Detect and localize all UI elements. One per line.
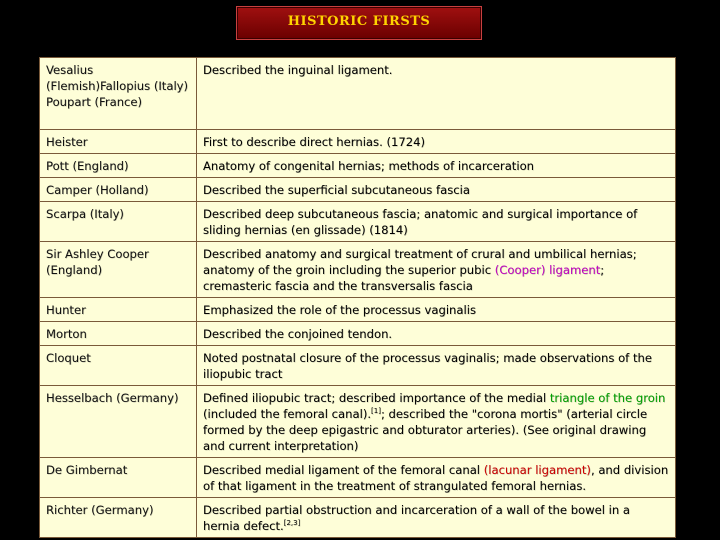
row-name: Richter (Germany) [40, 498, 197, 538]
row-name: Cloquet [40, 346, 197, 386]
highlighted-term: (lacunar ligament) [483, 463, 591, 477]
page-title: HISTORIC FIRSTS [287, 13, 431, 29]
description-text: (included the femoral canal). [203, 407, 372, 421]
description-text: Described medial ligament of the femoral canal [203, 463, 484, 477]
row-name: Hesselbach (Germany) [40, 386, 197, 458]
row-description: Described deep subcutaneous fascia; anatomic and surgical importance of sliding hernias (en glissade) (1814) [197, 202, 676, 242]
row-description [197, 458, 676, 498]
table-row [40, 386, 676, 458]
table-row [40, 498, 676, 538]
row-description [197, 498, 676, 538]
row-description: Described the superficial subcutaneous fascia [197, 178, 676, 202]
row-name: Scarpa (Italy) [40, 202, 197, 242]
highlighted-term: triangle of the groin [549, 391, 666, 405]
citation: [1] [371, 407, 381, 416]
row-name: Heister [40, 130, 197, 154]
row-name: Camper (Holland) [40, 178, 197, 202]
table-row [40, 458, 676, 498]
description-text: , and division of that ligament in the treatment of strangulated femoral hernias. [203, 463, 669, 493]
row-name: De Gimbernat [40, 458, 197, 498]
table-row [40, 178, 676, 202]
row-description: Anatomy of congenital hernias; methods of incarceration [197, 154, 676, 178]
row-description: Emphasized the role of the processus vaginalis [197, 298, 676, 322]
historic-firsts-table [39, 57, 676, 538]
row-description: Noted postnatal closure of the processus vaginalis; made observations of the iliopubic tract [197, 346, 676, 386]
row-description: Described the conjoined tendon. [197, 322, 676, 346]
table-row [40, 202, 676, 242]
table-row [40, 58, 676, 130]
table-row [40, 298, 676, 322]
description-text: Described partial obstruction and incarceration of a wall of the bowel in a hernia defect. [203, 503, 631, 533]
citation: [2,3] [283, 519, 301, 528]
row-description: Described the inguinal ligament. [197, 58, 676, 130]
table-row [40, 154, 676, 178]
description-text: ; cremasteric fascia and the transversalis fascia [203, 263, 605, 293]
row-name: Vesalius (Flemish)Fallopius (Italy) Poupart (France) [40, 58, 197, 130]
table-row [40, 346, 676, 386]
row-name: Hunter [40, 298, 197, 322]
row-name: Morton [40, 322, 197, 346]
highlighted-term: (Cooper) ligament [494, 263, 601, 277]
description-text: ; described the "corona mortis" (arterial circle formed by the deep epigastric and obturator arteries). (See original drawing and current interpretation) [203, 407, 648, 453]
description-text: Described anatomy and surgical treatment of crural and umbilical hernias; anatomy of the groin including the superior pubic [203, 247, 637, 277]
description-text: Defined iliopubic tract; described importance of the medial [203, 391, 550, 405]
table-row [40, 242, 676, 298]
row-description [197, 242, 676, 298]
row-name: Sir Ashley Cooper (England) [40, 242, 197, 298]
row-name: Pott (England) [40, 154, 197, 178]
table-row [40, 322, 676, 346]
row-description [197, 386, 676, 458]
table-row [40, 130, 676, 154]
title-banner [236, 6, 482, 40]
row-description: First to describe direct hernias. (1724) [197, 130, 676, 154]
